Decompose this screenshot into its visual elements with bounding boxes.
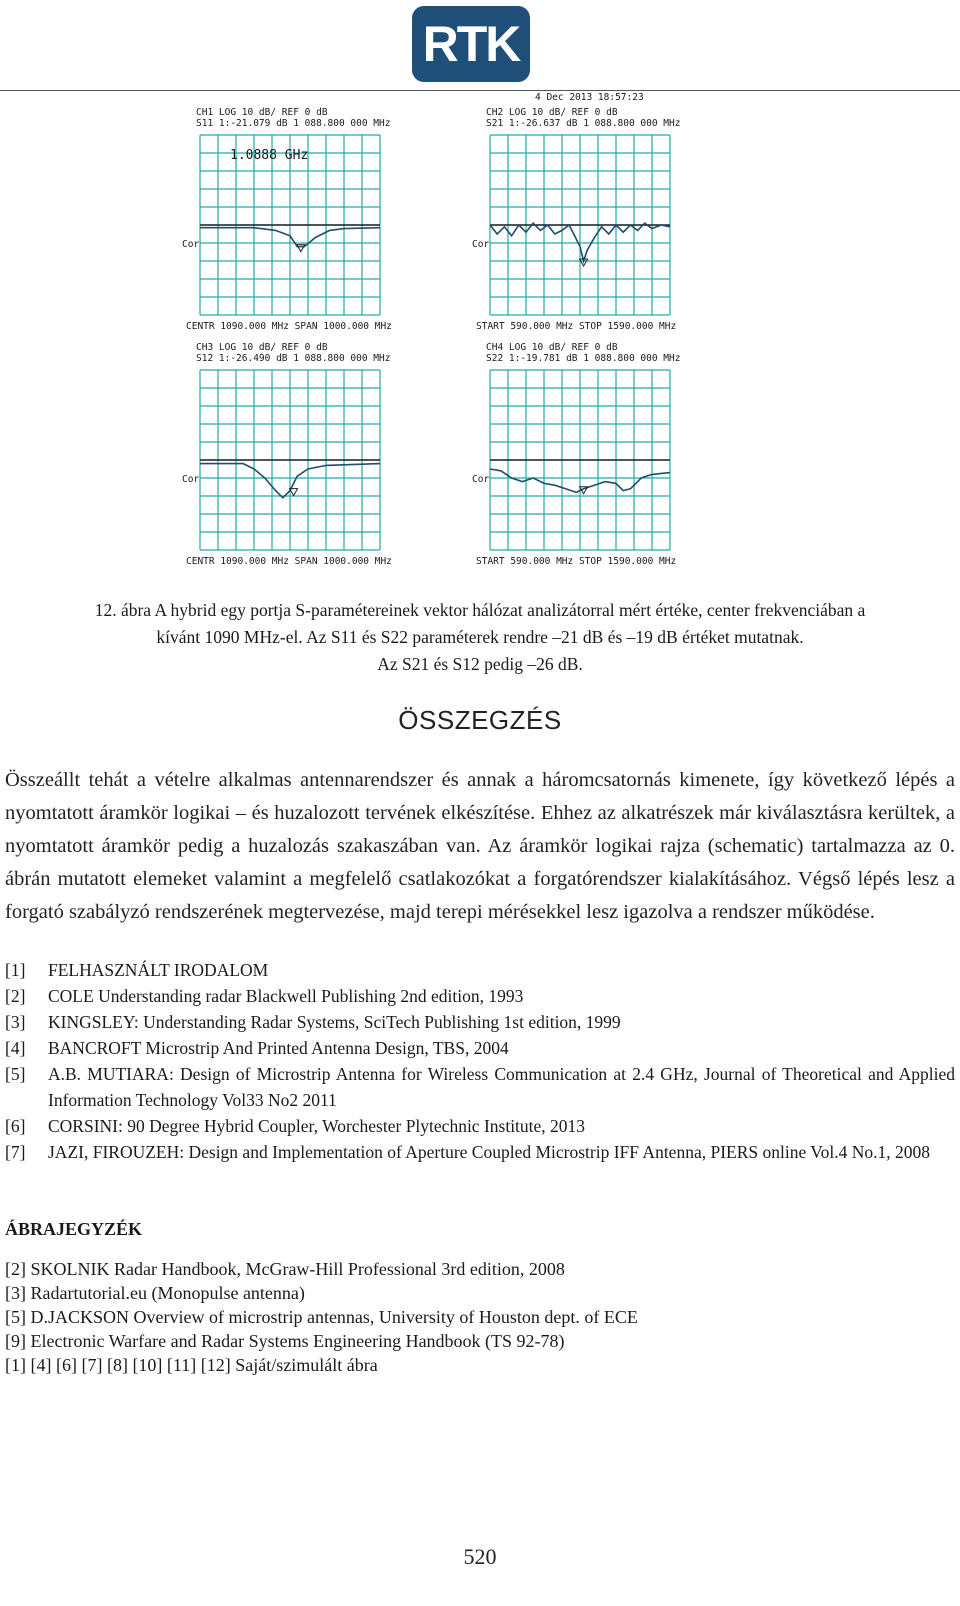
marker-readout: S21 1:-26.637 dB 1 088.800 000 MHz [486, 118, 681, 129]
cor-label: Cor [472, 474, 490, 485]
reference-number: [2] [5, 986, 26, 1006]
panel-s22 [472, 342, 680, 567]
figure-list-item: [9] Electronic Warfare and Radar Systems Engineering Handbook (TS 92-78) [5, 1331, 565, 1351]
reference-number: [1] [5, 960, 26, 980]
reference-item [5, 983, 955, 1009]
reference-text: A.B. MUTIARA: Design of Microstrip Antenna for Wireless Communication at 2.4 GHz, Journal of Theoretical and Applied Information Technology Vol33 No2 2011 [48, 1064, 955, 1110]
cor-label: Cor [182, 474, 200, 485]
sweep-footer: CENTR 1090.000 MHz SPAN 1000.000 MHz [186, 556, 392, 567]
reference-number: [3] [5, 1012, 26, 1032]
figure-list-item: [5] D.JACKSON Overview of microstrip antennas, University of Houston dept. of ECE [5, 1307, 638, 1327]
figure-caption [15, 597, 945, 678]
panel-s12 [182, 342, 392, 567]
channel-label: CH1 LOG 10 dB/ REF 0 dB [196, 107, 328, 118]
reference-list [5, 957, 955, 1165]
figure-list-item: [1] [4] [6] [7] [8] [10] [11] [12] Saját/szimulált ábra [5, 1355, 378, 1375]
s-parameter-figure [182, 92, 750, 585]
reference-number: [4] [5, 1038, 26, 1058]
reference-item [5, 1113, 955, 1139]
rtk-logo [412, 6, 530, 82]
marker-readout: S22 1:-19.781 dB 1 088.800 000 MHz [486, 353, 681, 364]
caption-line-2: kívánt 1090 MHz-el. Az S11 és S22 paraméterek rendre –21 dB és –19 dB értéket mutatnak. [156, 627, 804, 647]
figure-list [5, 1257, 955, 1377]
reference-text: CORSINI: 90 Degree Hybrid Coupler, Worchester Plytechnic Institute, 2013 [48, 1116, 586, 1136]
reference-number: [6] [5, 1116, 26, 1136]
marker-readout: S11 1:-21.079 dB 1 088.800 000 MHz [196, 118, 391, 129]
channel-label: CH2 LOG 10 dB/ REF 0 dB [486, 107, 618, 118]
channel-label: CH4 LOG 10 dB/ REF 0 dB [486, 342, 618, 353]
reference-text: BANCROFT Microstrip And Printed Antenna Design, TBS, 2004 [48, 1038, 509, 1058]
reference-number: [7] [5, 1142, 26, 1162]
cor-label: Cor [182, 239, 200, 250]
reference-number: [5] [5, 1064, 26, 1084]
reference-item [5, 1009, 955, 1035]
figure-list-item: [3] Radartutorial.eu (Monopulse antenna) [5, 1283, 305, 1303]
reference-text: JAZI, FIROUZEH: Design and Implementation of Aperture Coupled Microstrip IFF Antenna, PIERS online Vol.4 No.1, 2008 [48, 1142, 931, 1162]
sweep-footer: CENTR 1090.000 MHz SPAN 1000.000 MHz [186, 321, 392, 332]
reference-item [5, 957, 955, 983]
logo-text: RTK [422, 16, 520, 72]
marker-triangle [297, 245, 305, 252]
caption-line-1: 12. ábra A hybrid egy portja S-paramétereinek vektor hálózat analizátorral mért értéke, center frekvenciában a [94, 600, 866, 620]
marker-readout: S12 1:-26.490 dB 1 088.800 000 MHz [196, 353, 391, 364]
header-divider [0, 90, 960, 91]
reference-item [5, 1035, 955, 1061]
figure-timestamp: 4 Dec 2013 18:57:23 [535, 92, 644, 103]
caption-line-3: Az S21 és S12 pedig –26 dB. [377, 654, 583, 674]
figure-list-title: ÁBRAJEGYZÉK [5, 1219, 143, 1239]
reference-item [5, 1139, 955, 1165]
section-title: ÖSSZEGZÉS [398, 705, 562, 735]
panel-s21 [472, 107, 680, 332]
cor-label: Cor [472, 239, 490, 250]
sweep-footer: START 590.000 MHz STOP 1590.000 MHz [476, 321, 677, 332]
section-body: Összeállt tehát a vételre alkalmas antennarendszer és annak a háromcsatornás kimenete, így következő lépés a nyomtatott áramkör logikai – és huzalozott tervének elkészítése. Ehhez az alkatrészek már kiválasztásra kerültek, a nyomtatott áramkör pedig a huzalozás szakaszában van. Az áramkör logikai rajza (schematic) tartalmazza az 0. ábrán mutatott elemeket valamint a megfelelő csatlakozókat a forgatórendszer kialakításához. Végső lépés lesz a forgató szabályzó rendszerének megtervezése, majd terepi mérésekkel lesz igazolva a rendszer működése. [5, 769, 955, 923]
figure-list-item: [2] SKOLNIK Radar Handbook, McGraw-Hill Professional 3rd edition, 2008 [5, 1259, 565, 1279]
reference-text: COLE Understanding radar Blackwell Publishing 2nd edition, 1993 [48, 986, 524, 1006]
sweep-footer: START 590.000 MHz STOP 1590.000 MHz [476, 556, 677, 567]
reference-text: KINGSLEY: Understanding Radar Systems, SciTech Publishing 1st edition, 1999 [48, 1012, 621, 1032]
panel-s11 [182, 107, 392, 332]
panels-group [182, 107, 680, 567]
channel-label: CH3 LOG 10 dB/ REF 0 dB [196, 342, 328, 353]
reference-item [5, 1061, 955, 1113]
marker-frequency-label: 1.0888 GHz [230, 148, 309, 163]
page-number: 520 [463, 1544, 497, 1569]
reference-text: FELHASZNÁLT IRODALOM [48, 960, 269, 980]
